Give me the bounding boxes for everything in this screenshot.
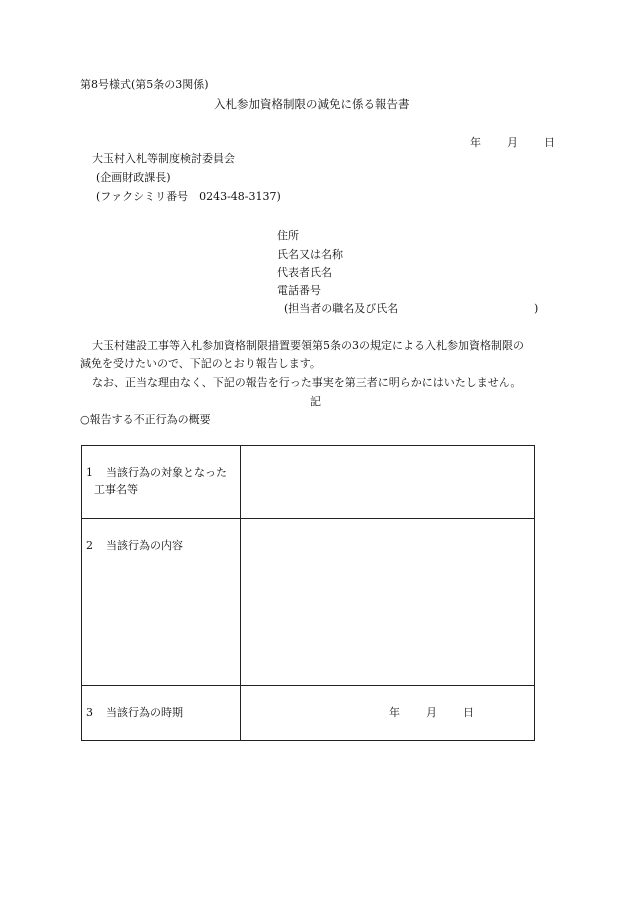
recipient-fax: (ファクシミリ番号 0243-48-3137) — [96, 190, 281, 203]
row1-label-cell — [82, 446, 241, 519]
date-year: 年 — [470, 136, 481, 149]
row3-year: 年 — [389, 706, 400, 719]
row3-date — [241, 686, 534, 721]
section-heading: ○報告する不正行為の概要 — [80, 413, 211, 426]
document-title: 入札参加資格制限の減免に係る報告書 — [214, 97, 410, 111]
row2-number: 2 — [86, 539, 93, 552]
row2-value-cell[interactable] — [241, 519, 535, 686]
ki-heading: 記 — [310, 395, 321, 408]
applicant-representative-label: 代表者氏名 — [277, 266, 332, 279]
applicant-phone-label: 電話番号 — [277, 284, 321, 297]
row3-label-cell — [82, 686, 241, 741]
report-table — [81, 445, 535, 741]
row2-label-cell — [82, 519, 241, 686]
body-text-line2: 減免を受けたいので、下記のとおり報告します。 — [80, 357, 321, 370]
table-row — [82, 519, 535, 686]
row1-label-continued: 工事名等 — [94, 483, 138, 496]
body-text-line1: 大玉村建設工事等入札参加資格制限措置要領第5条の3の規定による入札参加資格制限の — [92, 339, 524, 352]
applicant-contact-label: (担当者の職名及び氏名 — [284, 302, 399, 315]
applicant-contact-close: ) — [534, 302, 539, 315]
form-number: 第8号様式(第5条の3関係) — [80, 78, 209, 91]
row2-label: 当該行為の内容 — [106, 539, 183, 552]
row1-number: 1 — [86, 466, 93, 479]
applicant-name-label: 氏名又は名称 — [277, 248, 343, 261]
body-text-line3: なお、正当な理由なく、下記の報告を行った事実を第三者に明らかにはいたしません。 — [92, 376, 522, 389]
row3-month: 月 — [426, 706, 437, 719]
row1-value-cell[interactable] — [241, 446, 535, 519]
date-month: 月 — [507, 136, 518, 149]
row3-value-cell[interactable] — [241, 686, 535, 741]
table-row — [82, 686, 535, 741]
row3-day: 日 — [463, 706, 474, 719]
table-row — [82, 446, 535, 519]
recipient-department: (企画財政課長) — [96, 171, 171, 184]
report-date — [470, 136, 555, 150]
applicant-address-label: 住所 — [277, 229, 299, 242]
recipient-name: 大玉村入札等制度検討委員会 — [92, 152, 235, 165]
date-day: 日 — [544, 136, 555, 149]
row1-label: 当該行為の対象となった — [106, 466, 227, 479]
row3-label: 当該行為の時期 — [106, 706, 183, 719]
row3-number: 3 — [86, 706, 93, 719]
